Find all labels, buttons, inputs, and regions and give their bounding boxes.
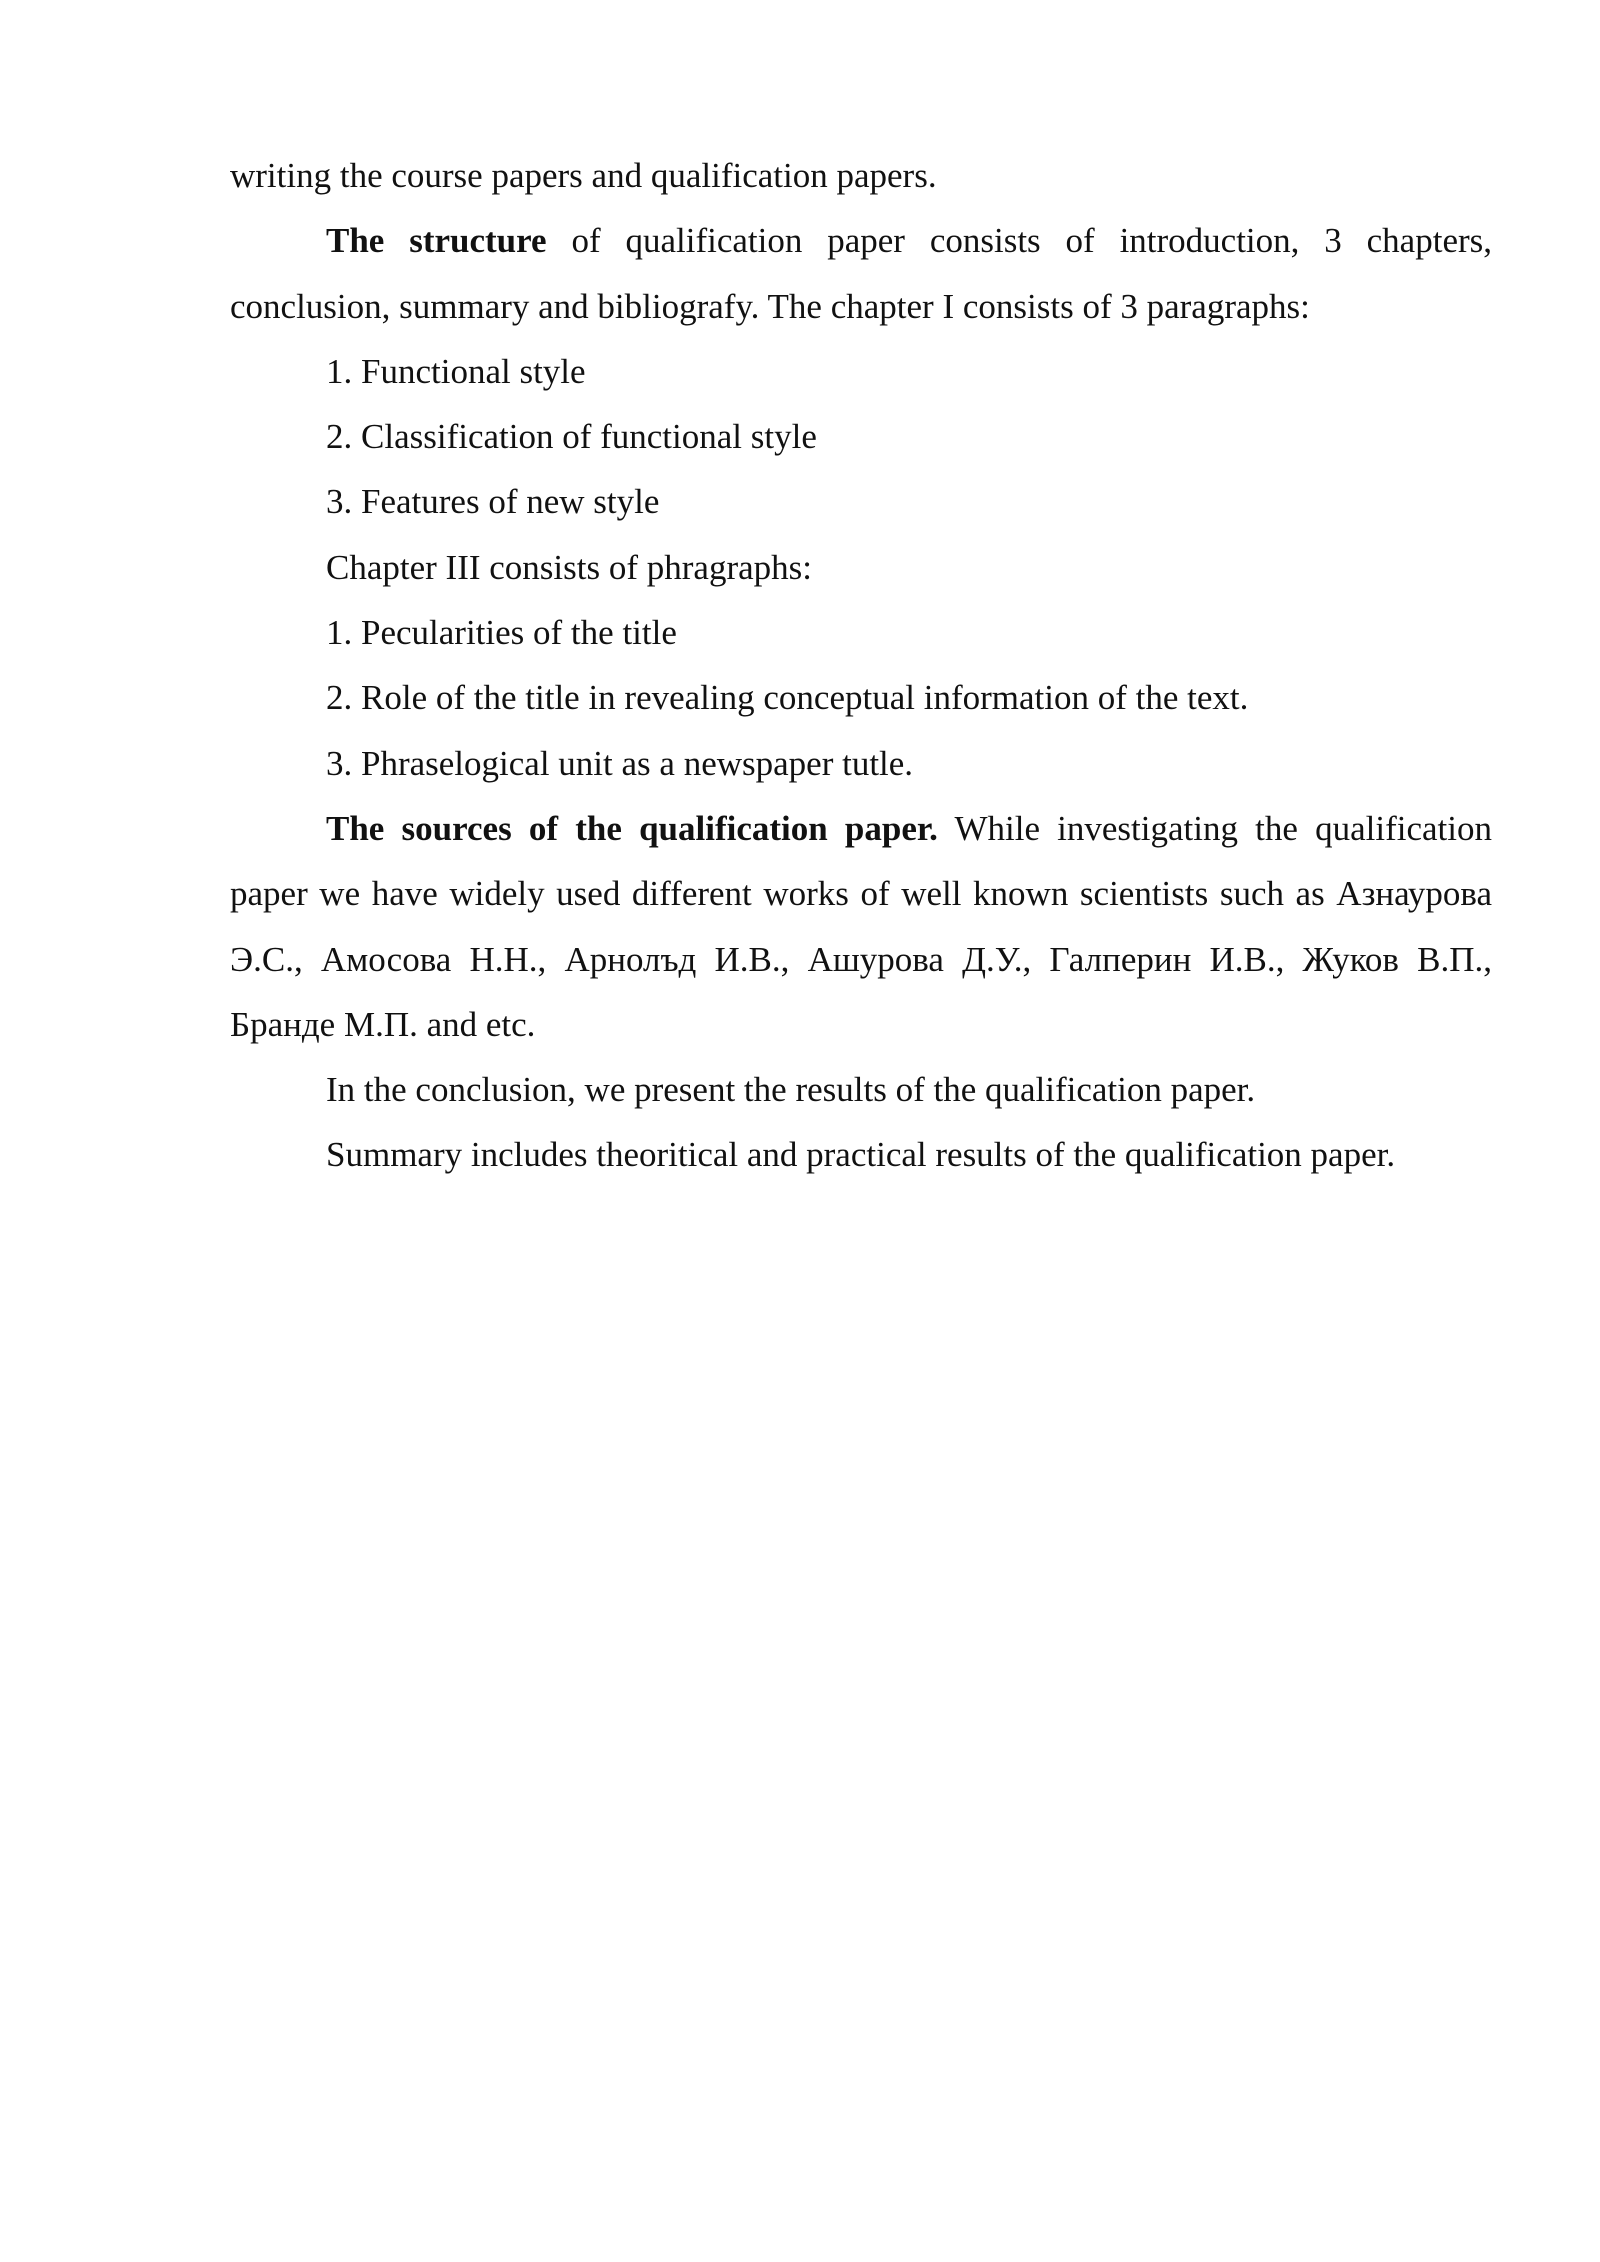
sources-paragraph xyxy=(230,796,1492,1057)
list-item: 3. Phraselogical unit as a newspaper tutle. xyxy=(326,743,914,783)
structure-lead: The structure xyxy=(326,221,547,261)
list-item: 2. Classification of functional style xyxy=(326,417,817,457)
sources-lead: The sources of the qualification paper. xyxy=(326,808,938,848)
list-item: 1. Functional style xyxy=(326,351,586,391)
structure-text: of qualification paper consists of introduction, 3 chapters, conclusion, summary and bibliografy. The chapter I consists of 3 paragraphs: xyxy=(230,221,1493,326)
chapter-three-heading: Chapter III consists of phragraphs: xyxy=(326,547,812,587)
document-body xyxy=(230,143,1492,1188)
summary-line: Summary includes theoritical and practical results of the qualification paper. xyxy=(326,1135,1396,1175)
sources-text: While investigating the qualification paper we have widely used different works of well known scientists such as Азнаурова Э.С., Амосова Н.Н., Арнолъд И.В., Ашурова Д.У., Галперин И.В., Жуков В.П., Бранде М.П. and etc. xyxy=(230,808,1492,1044)
list-item: 2. Role of the title in revealing conceptual information of the text. xyxy=(326,678,1249,718)
list-item: 1. Pecularities of the title xyxy=(326,613,677,653)
conclusion-line: In the conclusion, we present the results of the qualification paper. xyxy=(326,1070,1256,1110)
continuation-line: writing the course papers and qualification papers. xyxy=(230,156,937,195)
list-item: 3. Features of new style xyxy=(326,482,660,522)
structure-paragraph xyxy=(230,208,1492,339)
